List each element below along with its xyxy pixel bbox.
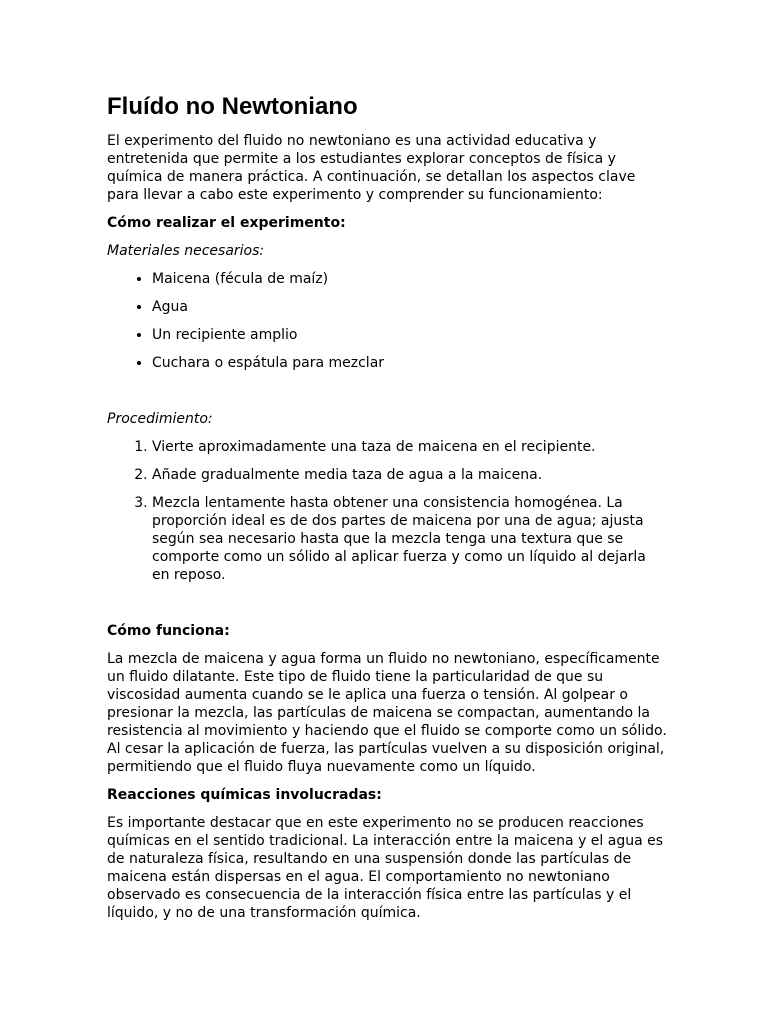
how-it-works-paragraph: La mezcla de maicena y agua forma un fluido no newtoniano, específicamente un fluido dilatante. Este tipo de fluido tiene la particularidad de que su viscosidad aumenta cuando se le aplica una fuerza o tensión. Al golpear o presionar la mezcla, las partículas de maicena se compactan, aumentando la resistencia al movimiento y haciendo que el fluido se comporte como un sólido. Al cesar la aplicación de fuerza, las partículas vuelven a su disposición original, permitiendo que el fluido fluya nuevamente como un líquido. <box>107 651 667 775</box>
section-heading-how-it-works: Cómo funciona: <box>107 623 230 639</box>
intro-paragraph: El experimento del fluido no newtoniano es una actividad educativa y entretenida que permite a los estudiantes explorar conceptos de física y química de manera práctica. A continuación, se detallan los aspectos clave para llevar a cabo este experimento y comprender su funcionamiento: <box>107 133 636 203</box>
procedure-label: Procedimiento: <box>107 411 213 427</box>
section-heading-how-to: Cómo realizar el experimento: <box>107 215 346 231</box>
list-item: 3. Mezcla lentamente hasta obtener una consistencia homogénea. La proporción ideal es de dos partes de maicena por una de agua; ajusta según sea necesario hasta que la mezcla tenga una textura que se comporte como un sólido al aplicar fuerza y como un líquido al dejarla en reposo. <box>152 494 667 584</box>
page-title: Fluído no Newtoniano <box>107 93 358 120</box>
list-item: • Agua <box>152 298 667 316</box>
list-item: • Maicena (fécula de maíz) <box>152 270 667 288</box>
section-heading-reactions: Reacciones químicas involucradas: <box>107 787 382 803</box>
materials-list <box>107 270 667 372</box>
list-item: 1. Vierte aproximadamente una taza de maicena en el recipiente. <box>152 438 667 456</box>
list-item: • Un recipiente amplio <box>152 326 667 344</box>
procedure-steps-list <box>107 438 667 584</box>
materials-label: Materiales necesarios: <box>107 243 265 259</box>
list-item: • Cuchara o espátula para mezclar <box>152 354 667 372</box>
list-item: 2. Añade gradualmente media taza de agua a la maicena. <box>152 466 667 484</box>
reactions-paragraph: Es importante destacar que en este experimento no se producen reacciones químicas en el sentido tradicional. La interacción entre la maicena y el agua es de naturaleza física, resultando en una suspensión donde las partículas de maicena están dispersas en el agua. El comportamiento no newtoniano observado es consecuencia de la interacción física entre las partículas y el líquido, y no de una transformación química. <box>107 815 664 921</box>
document-page <box>107 92 667 932</box>
